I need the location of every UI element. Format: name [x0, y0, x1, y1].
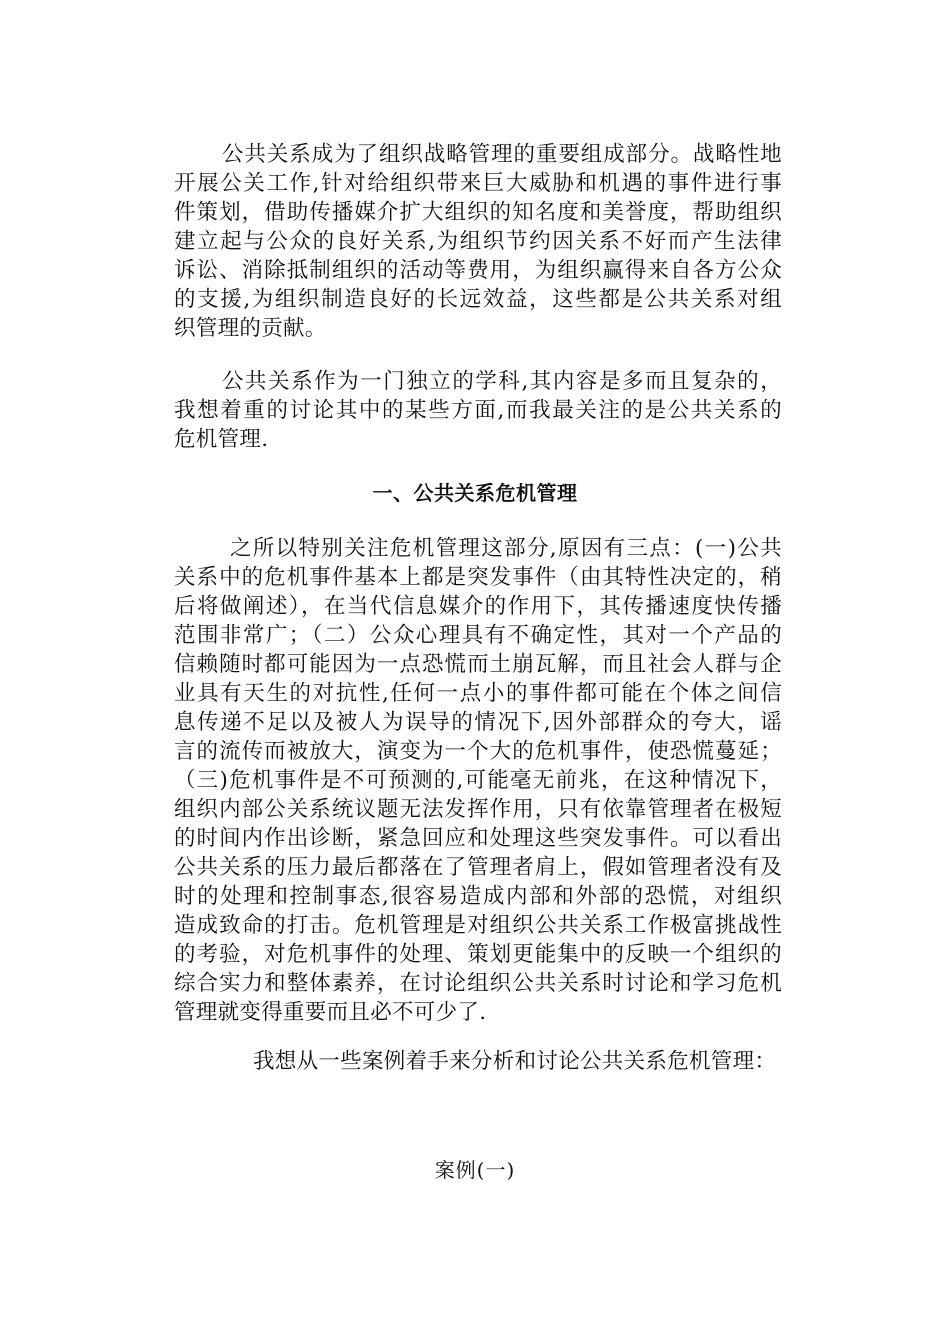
paragraph-line: 时的处理和控制事态,很容易造成内部和外部的恐慌，对组织: [174, 884, 782, 909]
paragraph-line: 公共关系的压力最后都落在了管理者肩上，假如管理者没有及: [174, 855, 782, 880]
paragraph-line: 后将做阐述），在当代信息媒介的作用下，其传播速度快传播: [174, 594, 782, 619]
paragraph-line: 管理就变得重要而且必不可少了.: [174, 1000, 487, 1025]
paragraph-line: 组织内部公关系统议题无法发挥作用，只有依靠管理者在极短: [174, 797, 782, 822]
paragraph-line: 件策划，借助传播媒介扩大组织的知名度和美誉度，帮助组织: [174, 200, 782, 225]
paragraph-line: 业具有天生的对抗性,任何一点小的事件都可能在个体之间信: [174, 681, 782, 706]
paragraph-line: （三)危机事件是不可预测的,可能毫无前兆，在这种情况下，: [174, 768, 782, 793]
intro-sentence: 我想从一些案例着手来分析和讨论公共关系危机管理：: [253, 1049, 777, 1074]
paragraph-line: 公共关系作为一门独立的学科,其内容是多而且复杂的，: [222, 369, 782, 394]
paragraph-line: 范围非常广；（二）公众心理具有不确定性，其对一个产品的: [174, 623, 782, 648]
paragraph-line: 的支援,为组织制造良好的长远效益，这些都是公共关系对组: [174, 287, 782, 312]
paragraph-2: [174, 367, 782, 454]
paragraph-line: 公共关系成为了组织战略管理的重要组成部分。战略性地: [222, 142, 782, 167]
paragraph-line: 建立起与公众的良好关系,为组织节约因关系不好而产生法律: [174, 229, 782, 254]
paragraph-line: 综合实力和整体素养，在讨论组织公共关系时讨论和学习危机: [174, 971, 782, 996]
section-heading: 一、公共关系危机管理: [372, 481, 578, 505]
paragraph-line: 的考验，对危机事件的处理、策划更能集中的反映一个组织的: [174, 942, 782, 967]
paragraph-line: 言的流传而被放大，演变为一个大的危机事件，使恐慌蔓延；: [174, 739, 782, 764]
paragraph-1: [174, 140, 782, 343]
paragraph-line: 织管理的贡献。: [174, 316, 327, 341]
paragraph-line: 诉讼、消除抵制组织的活动等费用，为组织赢得来自各方公众: [174, 258, 782, 283]
paragraph-line: 的时间内作出诊断，紧急回应和处理这些突发事件。可以看出: [174, 826, 782, 851]
paragraph-line: 造成致命的打击。危机管理是对组织公共关系工作极富挑战性: [174, 913, 782, 938]
paragraph-line: 关系中的危机事件基本上都是突发事件（由其特性决定的，稍: [174, 565, 782, 590]
paragraph-line: 息传递不足以及被人为误导的情况下,因外部群众的夸大，谣: [174, 710, 782, 735]
paragraph-line: 之所以特别关注危机管理这部分,原因有三点：(一)公共: [230, 536, 782, 561]
paragraph-line: 我想着重的讨论其中的某些方面,而我最关注的是公共关系的: [174, 398, 782, 423]
paragraph-3: [174, 534, 782, 1027]
paragraph-line: 信赖随时都可能因为一点恐慌而土崩瓦解，而且社会人群与企: [174, 652, 782, 677]
paragraph-line: 开展公关工作,针对给组织带来巨大威胁和机遇的事件进行事: [174, 171, 782, 196]
case-title: 案例(一): [434, 1158, 516, 1182]
paragraph-line: 危机管理.: [174, 427, 269, 452]
